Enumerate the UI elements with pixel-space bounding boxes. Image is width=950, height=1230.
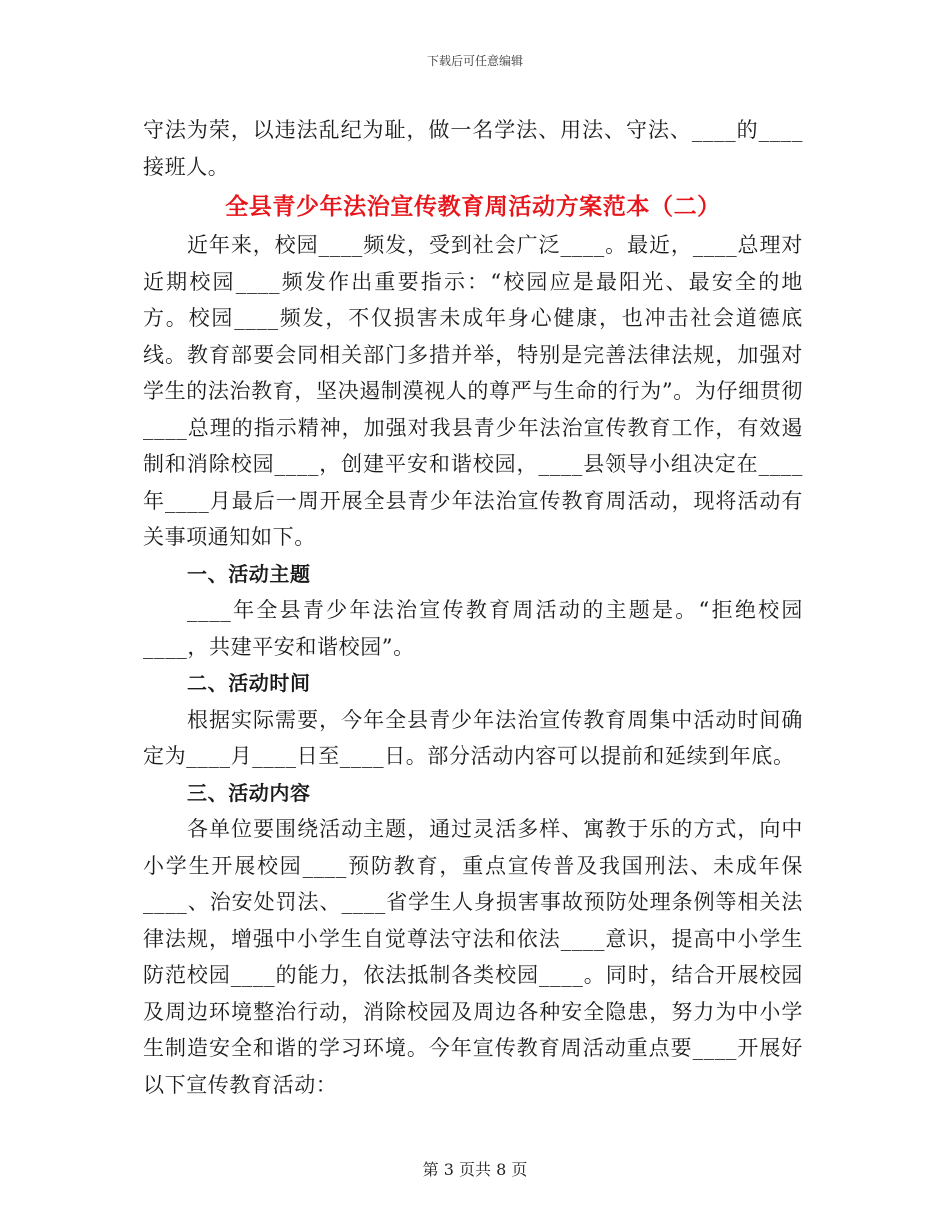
section-heading-time: 二、活动时间 (187, 671, 311, 695)
section-heading-theme: 一、活动主题 (187, 561, 311, 586)
intro-paragraph: 守法为荣，以违法乱纪为耻，做一名学法、用法、守法、____的____接班人。 (143, 118, 803, 179)
page-number-footer: 第 3 页共 8 页 (422, 1160, 528, 1179)
section-body-theme: ____年全县青少年法治宣传教育周活动的主题是。“拒绝校园____，共建平安和谐校园”。 (143, 598, 803, 659)
document-body (143, 112, 803, 1103)
section-heading-content: 三、活动内容 (187, 780, 311, 805)
paragraph-background: 近年来，校园____频发，受到社会广泛____。最近，____总理对近期校园____频发作出重要指示：“校园应是最阳光、最安全的地方。校园____频发，不仅损害未成年身心健康，也冲击社会道德底线。教育部要会同相关部门多措并举，特别是完善法律法规，加强对学生的法治教育，坚决遏制漠视人的尊严与生命的行为”。为仔细贯彻____总理的指示精神，加强对我县青少年法治宣传教育工作，有效遏制和消除校园____，创建平安和谐校园，____县领导小组决定在____年____月最后一周开展全县青少年法治宣传教育周活动，现将活动有关事项通知如下。 (143, 233, 803, 549)
section-body-time: 根据实际需要，今年全县青少年法治宣传教育周集中活动时间确定为____月____日至____日。部分活动内容可以提前和延续到年底。 (143, 707, 803, 768)
document-title: 全县青少年法治宣传教育周活动方案范本（二） (225, 193, 721, 220)
section-body-content: 各单位要围绕活动主题，通过灵活多样、寓教于乐的方式，向中小学生开展校园____预防教育，重点宣传普及我国刑法、未成年保____、治安处罚法、____省学生人身损害事故预防处理条例等相关法律法规，增强中小学生自觉尊法守法和依法____意识，提高中小学生防范校园____的能力，依法抵制各类校园____。同时，结合开展校园及周边环境整治行动，消除校园及周边各种安全隐患，努力为中小学生制造安全和谐的学习环境。今年宣传教育周活动重点要____开展好以下宣传教育活动： (143, 817, 803, 1097)
page-header: 下载后可任意编辑 (426, 54, 523, 68)
